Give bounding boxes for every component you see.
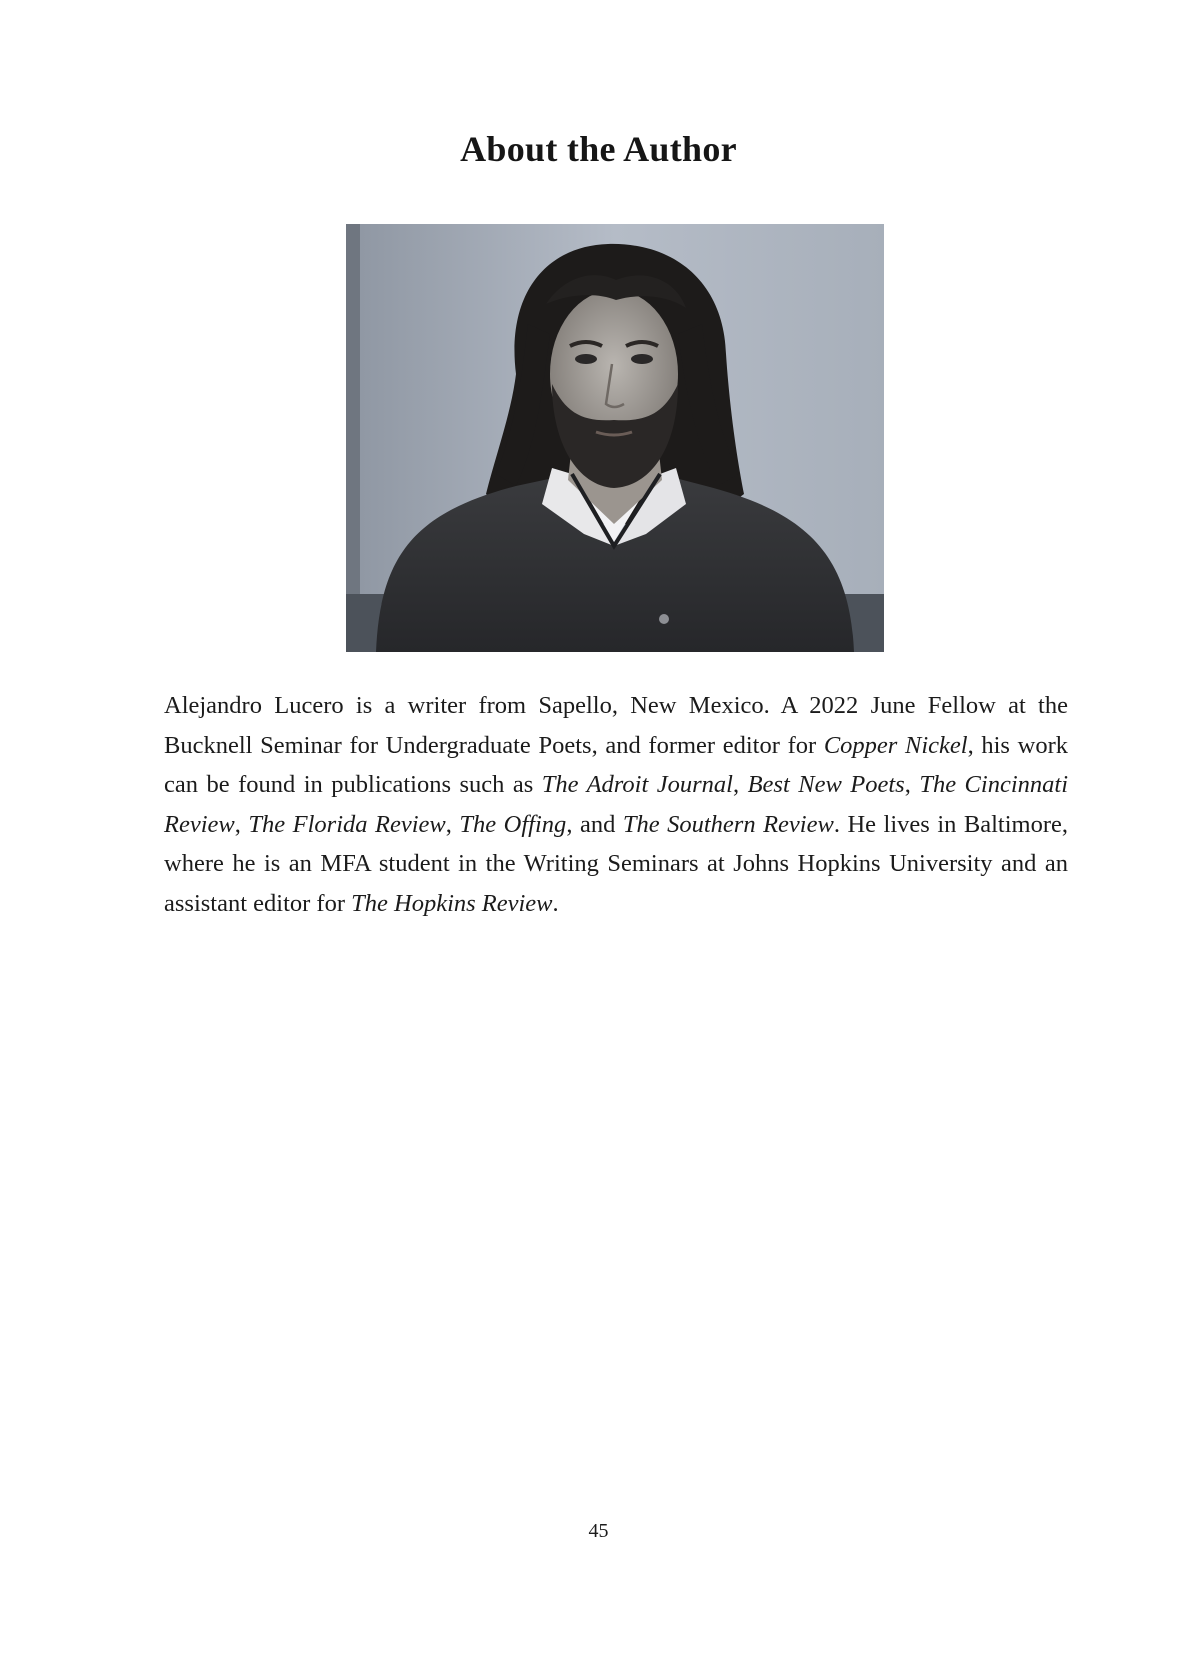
page-number: 45 — [588, 1520, 609, 1542]
bio-text: , his work can be found in publications such as — [164, 731, 1068, 798]
publication-title: The Florida Review — [248, 810, 446, 838]
page-title: About the Author — [460, 129, 737, 169]
bio-text: Alejandro Lucero is a writer from Sapello, New Mexico. A 2022 June Fellow at the Bucknell Seminar for Undergraduate Poets, and former editor for — [164, 692, 1068, 759]
author-photo — [346, 224, 884, 652]
publication-title: Copper Nickel — [823, 731, 968, 759]
bio-text: , — [904, 771, 920, 798]
publication-title: Best New Poets — [747, 771, 905, 798]
bio-text: . — [552, 889, 559, 917]
bio-text: , — [445, 810, 460, 838]
author-bio — [164, 686, 1068, 923]
bio-text: , — [732, 771, 748, 798]
publication-title: The Southern Review — [622, 810, 834, 838]
publication-title: The Hopkins Review — [351, 889, 553, 917]
bio-text: . He lives in Baltimore, where he is an MFA student in the Writing Seminars at Johns Hopkins University and an assistant editor for — [164, 810, 1069, 917]
publication-title: The Adroit Journal — [541, 771, 733, 798]
author-portrait-image — [346, 224, 884, 652]
bio-text: , — [234, 810, 249, 838]
bio-text: , and — [566, 810, 623, 838]
publication-title: The Offing — [459, 810, 567, 838]
publication-title: The Cincinnati Review — [164, 771, 1069, 838]
